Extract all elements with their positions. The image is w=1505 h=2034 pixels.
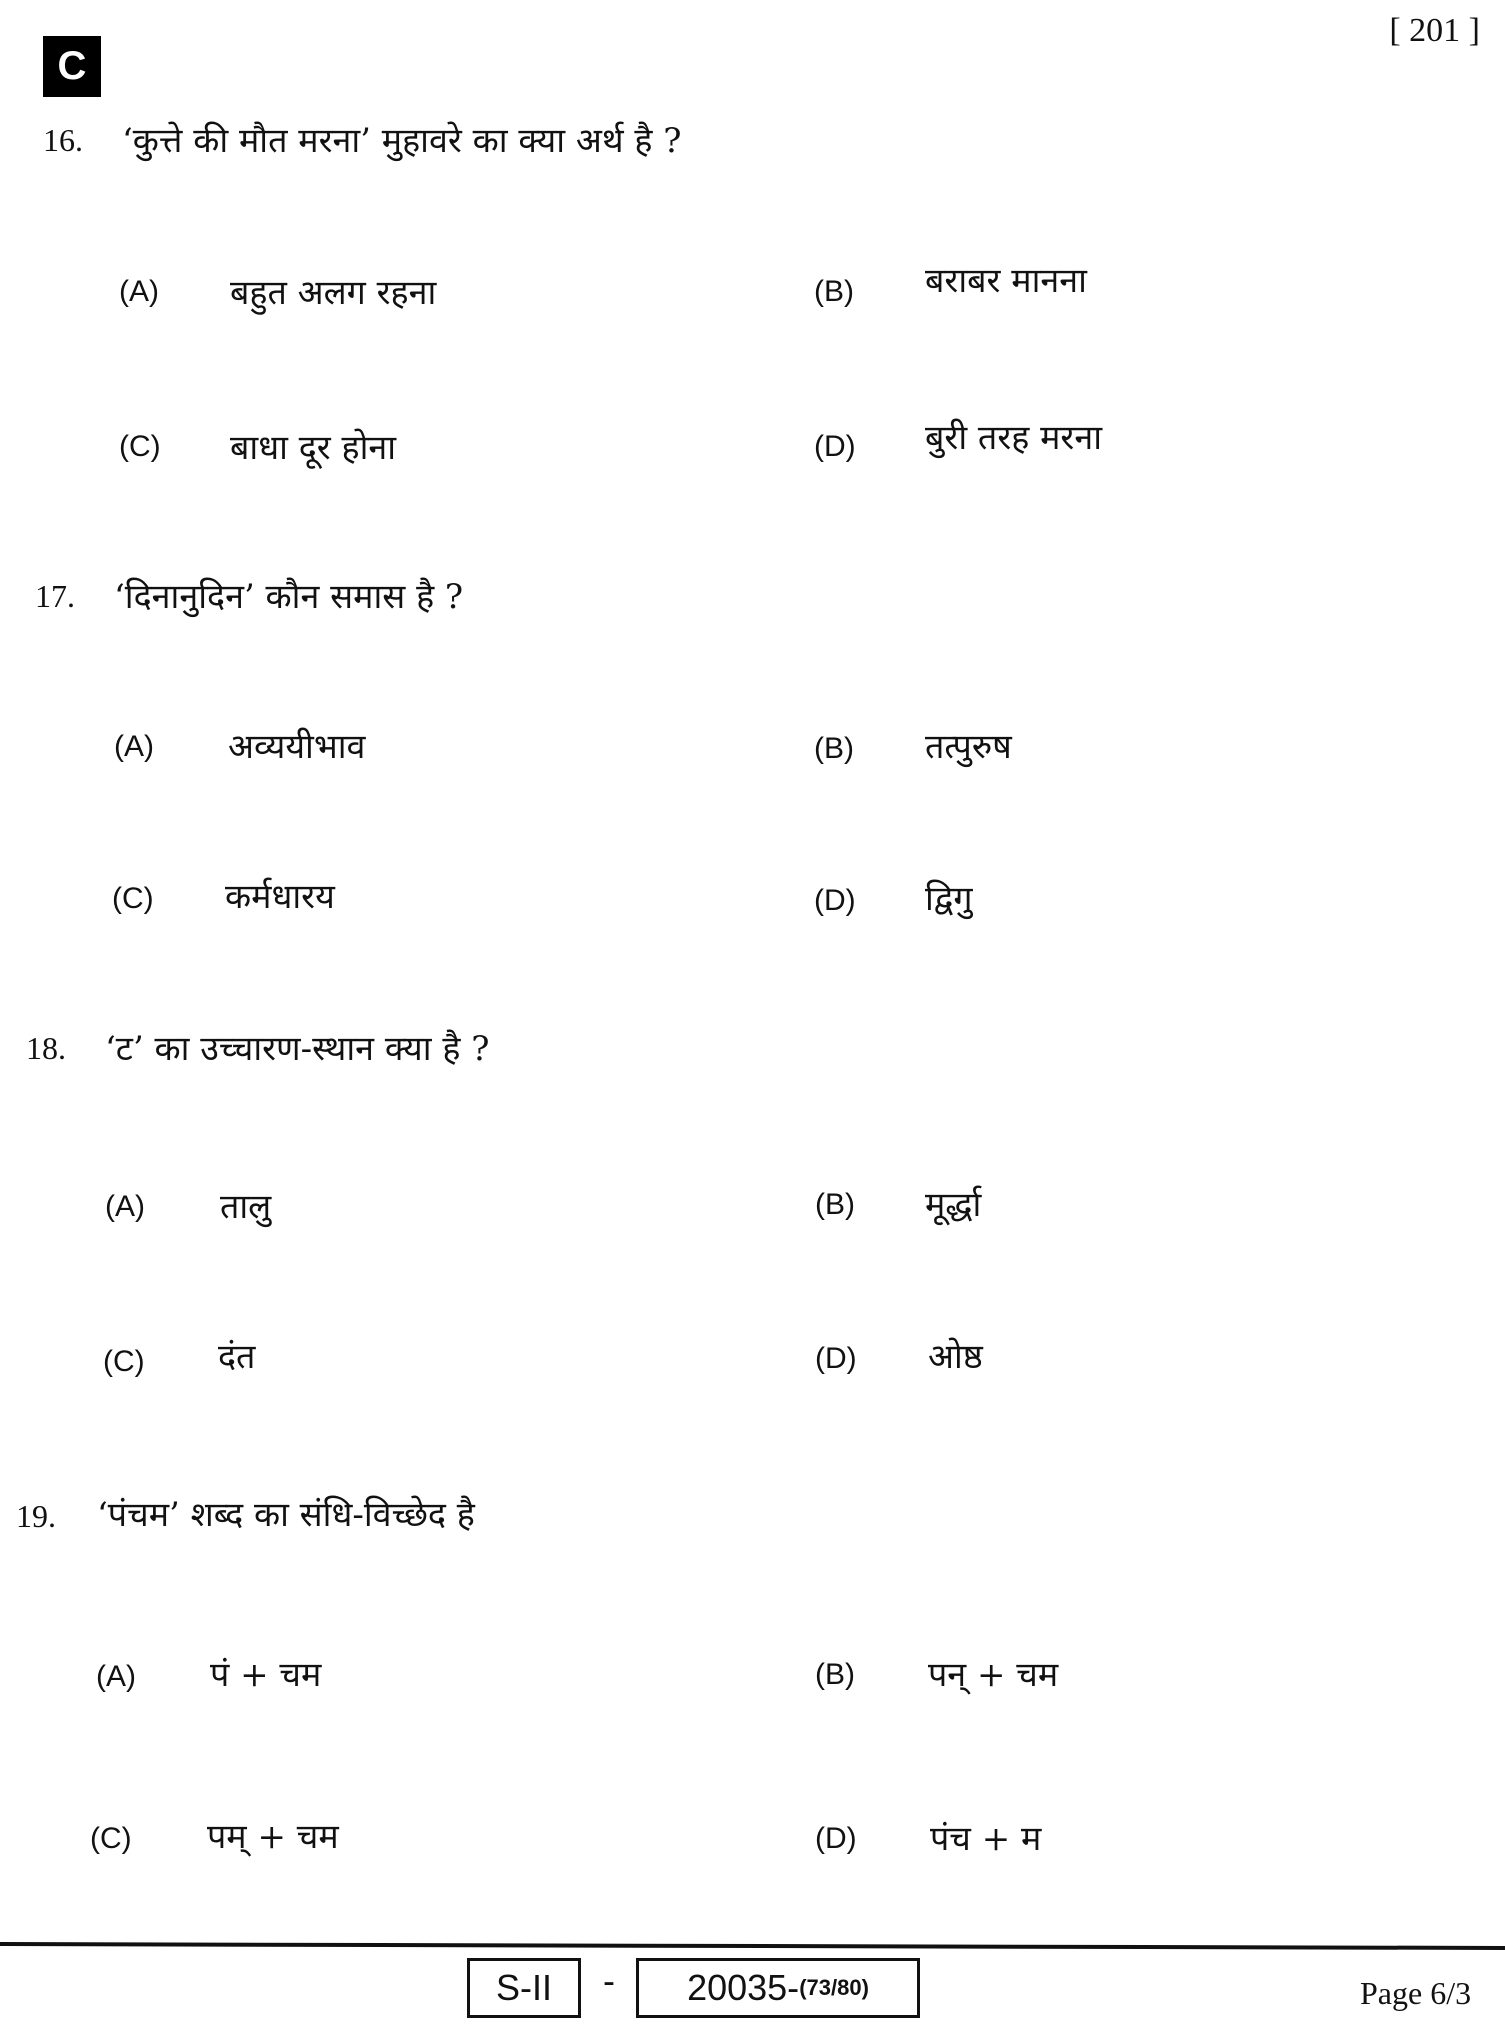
option-text[interactable]: बुरी तरह मरना [925,418,1102,458]
option-label: (B) [814,732,854,765]
option-label: (A) [119,275,159,308]
paper-code-box [636,1958,920,2018]
footer-divider [0,1942,1505,1950]
set-label-badge: C [43,36,101,97]
option-label: (C) [103,1345,145,1378]
option-text[interactable]: तालु [220,1187,272,1227]
option-text[interactable]: दंत [218,1337,256,1377]
question-text: ‘कुत्ते की मौत मरना’ मुहावरे का क्या अर्थ है ? [122,121,682,161]
question-text: ‘पंचम’ शब्द का संधि-विच्छेद है [97,1495,475,1535]
page-number: Page 6/3 [1360,1975,1472,2011]
option-text[interactable]: बराबर मानना [925,261,1087,301]
option-text[interactable]: पंच + म [930,1819,1042,1859]
option-label: (A) [114,730,154,763]
question-number: 17. [35,578,75,614]
option-text[interactable]: बाधा दूर होना [230,428,397,468]
question-number: 19. [16,1498,56,1534]
paper-code: [ 201 ] [1389,12,1480,49]
footer-separator: - [603,1960,615,2001]
option-text[interactable]: मूर्द्धा [925,1185,982,1225]
option-text[interactable]: पन् + चम [928,1655,1059,1695]
option-text[interactable]: पं + चम [210,1655,322,1695]
option-text[interactable]: बहुत अलग रहना [230,273,437,313]
option-label: (D) [815,1342,857,1375]
option-label: (A) [96,1660,136,1693]
option-label: (D) [815,1822,857,1855]
question-text: ‘दिनानुदिन’ कौन समास है ? [114,577,464,617]
option-label: (D) [814,430,856,463]
question-number: 18. [26,1030,66,1066]
option-label: (A) [105,1190,145,1223]
option-label: (C) [119,430,161,463]
option-label: (C) [90,1822,132,1855]
option-text[interactable]: पम् + चम [207,1817,339,1857]
question-text: ‘ट’ का उच्चारण-स्थान क्या है ? [105,1029,490,1069]
option-text[interactable]: तत्पुरुष [925,727,1012,767]
question-number: 16. [43,122,83,158]
option-text[interactable]: द्विगु [925,879,973,919]
option-text[interactable]: कर्मधारय [225,877,335,917]
option-label: (C) [112,882,154,915]
option-label: (B) [814,275,854,308]
paper-number: 20035- [687,1967,800,2008]
option-label: (B) [815,1188,855,1221]
option-text[interactable]: अव्ययीभाव [228,727,366,767]
paper-number-suffix: (73/80) [799,1975,869,2000]
option-label: (B) [815,1658,855,1691]
series-box [467,1958,581,2018]
option-label: (D) [814,884,856,917]
option-text[interactable]: ओष्ठ [928,1337,983,1377]
series-code: S-II [495,1967,552,2008]
